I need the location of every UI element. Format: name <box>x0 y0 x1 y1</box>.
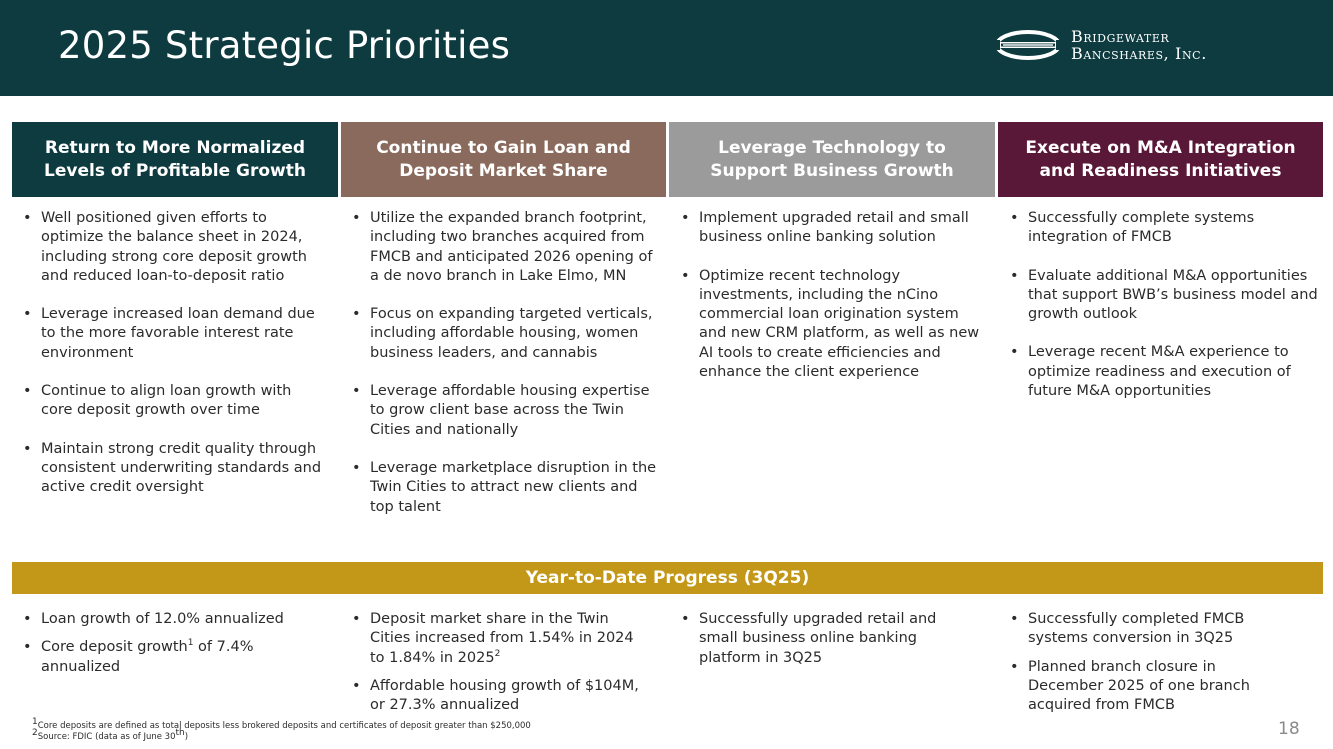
slide-header <box>0 0 1333 96</box>
heading-line: and Readiness Initiatives <box>1039 160 1282 181</box>
list-item: • Leverage marketplace disruption in the Twin Cities to attract new clients and top talent <box>341 459 657 517</box>
footnote-2: $^2$Source: FDIC (data as of June 30th) <box>32 728 189 742</box>
list-item: • Successfully complete systems integration of FMCB <box>999 209 1319 248</box>
heading-line: Leverage Technology to <box>718 137 946 158</box>
priority-list-m-and-a <box>999 209 1319 401</box>
footnotes <box>32 717 531 743</box>
list-item: • Evaluate additional M&A opportunities that support BWB’s business model and growth outlook <box>999 267 1319 325</box>
heading-line: Support Business Growth <box>710 160 954 181</box>
list-item: • Deposit market share in the Twin Cities increased from 1.54% in 2024 to 1.84% in 2025$^2$ <box>341 610 651 668</box>
priority-list-market-share <box>341 209 657 517</box>
progress-list-profitable-growth <box>12 610 312 677</box>
list-item: • Leverage recent M&A experience to optimize readiness and execution of future M&A opportunities <box>999 343 1319 401</box>
page-title: 2025 Strategic Priorities <box>58 24 511 67</box>
list-item: • Maintain strong credit quality through consistent underwriting standards and active credit oversight <box>12 440 326 498</box>
list-item: • Leverage increased loan demand due to the more favorable interest rate environment <box>12 305 326 363</box>
list-item: • Successfully completed FMCB systems conversion in 3Q25 <box>999 610 1289 649</box>
logo-line-2: Bancshares, Inc. <box>1071 44 1207 63</box>
bridge-logo-icon <box>993 28 1063 62</box>
priority-list-profitable-growth <box>12 209 326 498</box>
column-heading-market-share <box>341 122 666 197</box>
list-item: • Core deposit growth$^1$ of 7.4% annualized <box>12 638 312 677</box>
heading-line: Continue to Gain Loan and <box>376 137 631 158</box>
list-item: • Planned branch closure in December 2025 of one branch acquired from FMCB <box>999 658 1289 716</box>
list-item: • Leverage affordable housing expertise to grow client base across the Twin Cities and nationally <box>341 382 657 440</box>
progress-list-market-share <box>341 610 651 715</box>
list-item: • Successfully upgraded retail and small business online banking platform in 3Q25 <box>670 610 970 668</box>
list-item: • Affordable housing growth of $104M, or 27.3% annualized <box>341 677 651 716</box>
heading-line: Levels of Profitable Growth <box>44 160 306 181</box>
heading-line: Deposit Market Share <box>399 160 608 181</box>
list-item: • Focus on expanding targeted verticals, including affordable housing, women business leaders, and cannabis <box>341 305 657 363</box>
list-item: • Loan growth of 12.0% annualized <box>12 610 312 629</box>
company-logo <box>993 28 1207 62</box>
progress-banner: Year-to-Date Progress (3Q25) <box>12 562 1323 594</box>
list-item: • Continue to align loan growth with core deposit growth over time <box>12 382 326 421</box>
heading-line: Return to More Normalized <box>44 137 306 158</box>
column-heading-profitable-growth <box>12 122 338 197</box>
column-heading-m-and-a <box>998 122 1323 197</box>
heading-line: Execute on M&A Integration <box>1025 137 1296 158</box>
list-item: • Optimize recent technology investments, including the nCino commercial loan origination system and new CRM platform, as well as new AI tools to create efficiencies and enhance the client experience <box>670 267 986 383</box>
list-item: • Well positioned given efforts to optimize the balance sheet in 2024, including strong core deposit growth and reduced loan-to-deposit ratio <box>12 209 326 286</box>
progress-list-m-and-a <box>999 610 1289 715</box>
logo-line-1: Bridgewater <box>1071 27 1170 46</box>
priority-list-technology <box>670 209 986 382</box>
footnote-1: $^1$Core deposits are defined as total deposits less brokered deposits and certificates of deposit greater than $250,000 <box>32 717 531 731</box>
list-item: • Implement upgraded retail and small business online banking solution <box>670 209 986 248</box>
column-heading-technology <box>669 122 995 197</box>
page-number: 18 <box>1278 719 1300 739</box>
list-item: • Utilize the expanded branch footprint, including two branches acquired from FMCB and anticipated 2026 opening of a de novo branch in Lake Elmo, MN <box>341 209 657 286</box>
progress-list-technology <box>670 610 970 668</box>
